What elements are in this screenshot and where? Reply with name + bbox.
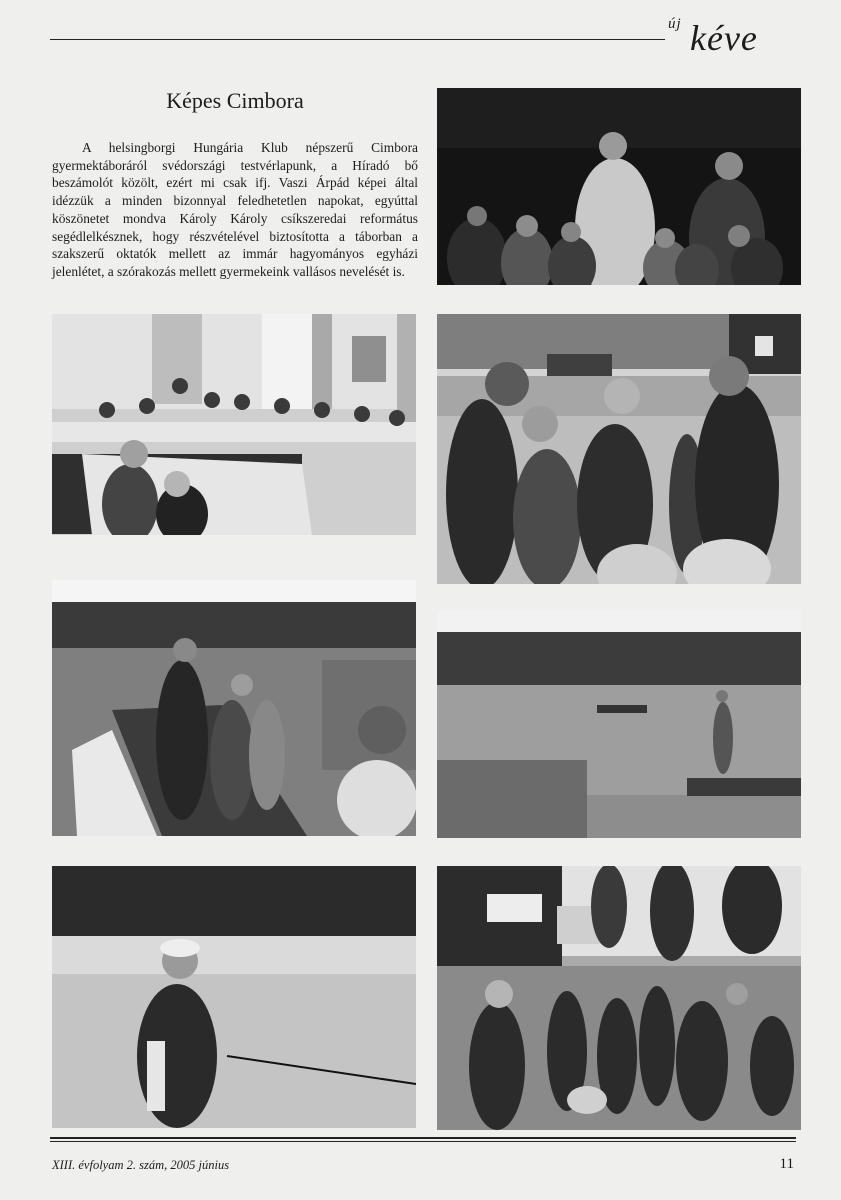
article-title: Képes Cimbora [166,88,304,113]
magazine-logo: kéve [690,18,758,58]
photo-dock-canoe [52,580,416,836]
photo-house-crowd [437,866,801,1130]
article-body: A helsingborgi Hungária Klub népszerű Cimbora gyermektáboráról svédországi testvérlapunk, a Híradó bő beszámolót közölt, ezért mi csak ifj. Vaszi Árpád képei által idézzük a minden bizonnyal feledhetetlen napokat, egyúttal köszönetet mondva Károly Károly csíkszeredai református segédlelkésznek, hogy részvételével biztosította a táborban a szakszerű oktatók mellett az immár hagyományos egyházi jelenlétet, a szórakozás mellett gyermekeink vallásos nevelését is. [52,140,418,279]
header-rule [50,39,665,40]
issue-info: XIII. évfolyam 2. szám, 2005 június [52,1158,230,1172]
logo-prefix: új [668,16,682,32]
photo-fishing-boy [52,866,416,1128]
photo-classroom [52,314,416,535]
page-number: 11 [779,1156,794,1172]
photo-outdoor-group [437,314,801,584]
footer-rule-thin [50,1141,796,1142]
photo-lake-dock [437,610,801,838]
photo-night-group [437,88,801,285]
footer-rule-thick [50,1137,796,1139]
